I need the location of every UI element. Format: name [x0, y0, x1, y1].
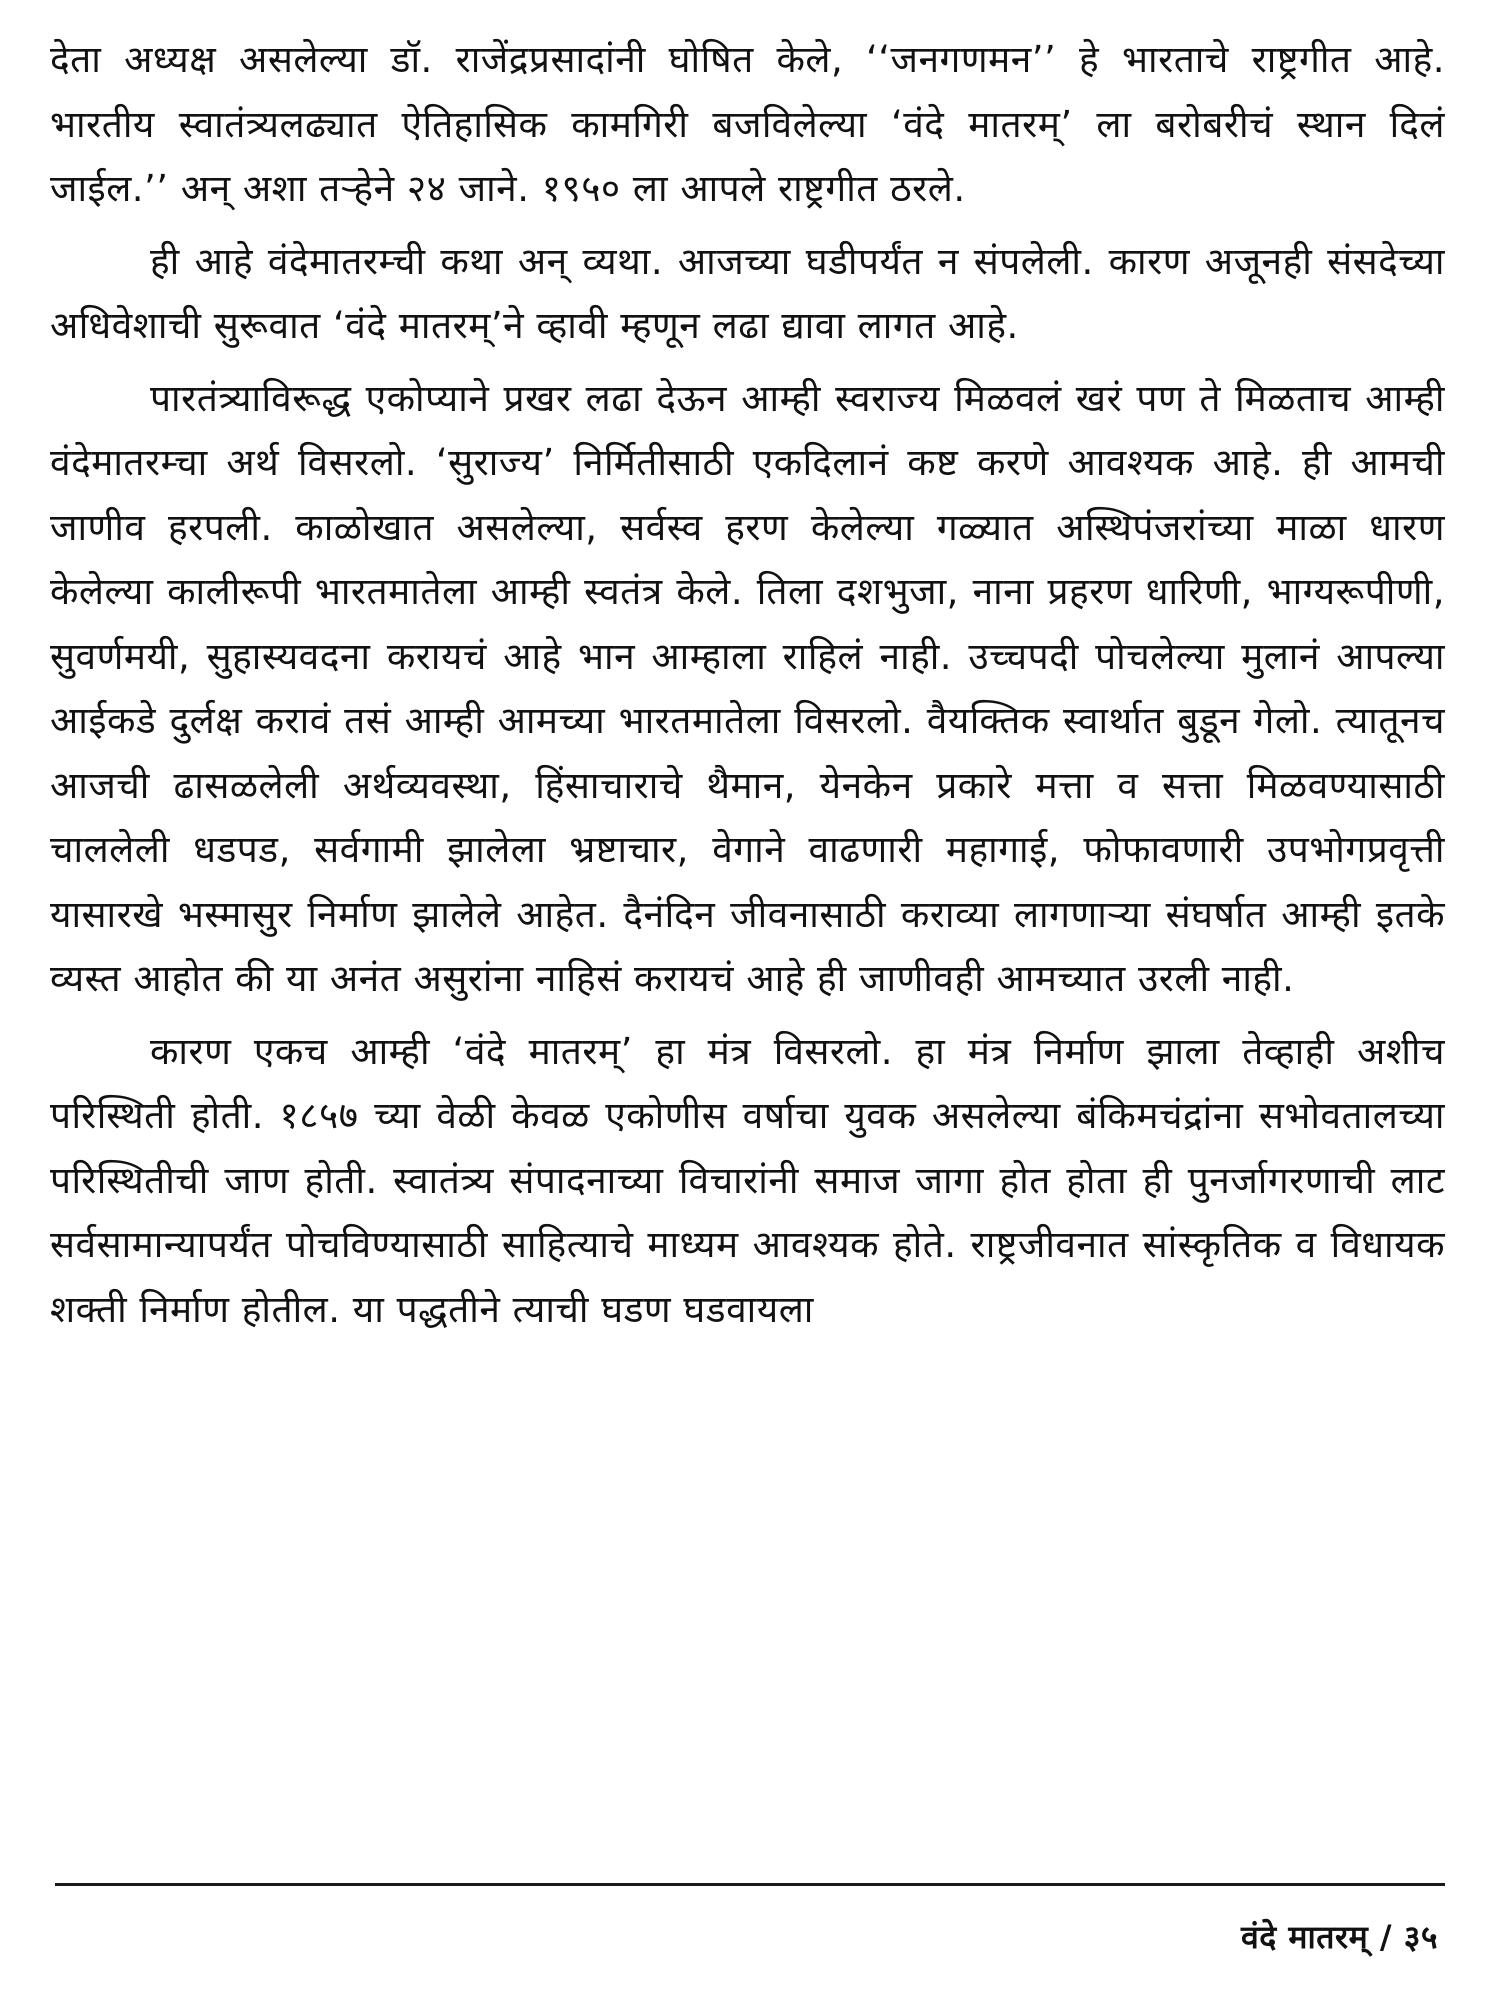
paragraph-1: देता अध्यक्ष असलेल्या डॉ. राजेंद्रप्रसादांनी घोषित केले, ‘‘जनगणमन’’ हे भारताचे राष्ट्रगीत आहे. भारतीय स्वातंत्र्यलढ्यात ऐतिहासिक कामगिरी बजविलेल्या ‘वंदे मातरम्’ ला बरोबरीचं स्थान दिलं जाईल.’’ अन् अशा तऱ्हेने २४ जाने. १९५० ला आपले राष्ट्रगीत ठरले. — [50, 38, 1445, 210]
paragraph-3: पारतंत्र्याविरूद्ध एकोप्याने प्रखर लढा देऊन आम्ही स्वराज्य मिळवलं खरं पण ते मिळताच आम्ही वंदेमातरम्चा अर्थ विसरलो. ‘सुराज्य’ निर्मितीसाठी एकदिलानं कष्ट करणे आवश्यक आहे. ही आमची जाणीव हरपली. काळोखात असलेल्या, सर्वस्व हरण केलेल्या गळ्यात अस्थिपंजरांच्या माळा धारण केलेल्या कालीरूपी भारतमातेला आम्ही स्वतंत्र केले. तिला दशभुजा, नाना प्रहरण धारिणी, भाग्यरूपीणी, सुवर्णमयी, सुहास्यवदना करायचं आहे भान आम्हाला राहिलं नाही. उच्चपदी पोचलेल्या मुलानं आपल्या आईकडे दुर्लक्ष करावं तसं आम्ही आमच्या भारतमातेला विसरलो. वैयक्तिक स्वार्थात बुडून गेलो. त्यातूनच आजची ढासळलेली अर्थव्यवस्था, हिंसाचाराचे थैमान, येनकेन प्रकारे मत्ता व सत्ता मिळवण्यासाठी चाललेली धडपड, सर्वगामी झालेला भ्रष्टाचार, वेगाने वाढणारी महागाई, फोफावणारी उपभोगप्रवृत्ती यासारखे भस्मासुर निर्माण झालेले आहेत. दैनंदिन जीवनासाठी कराव्या लागणाऱ्या संघर्षात आम्ही इतके व्यस्त आहोत की या अनंत असुरांना नाहिसं करायचं आहे ही जाणीवही आमच्यात उरली नाही. — [50, 376, 1445, 1000]
paragraph-gap — [50, 222, 1445, 230]
paragraph-gap — [50, 359, 1445, 367]
paragraph-gap — [50, 1012, 1445, 1020]
paragraph-2: ही आहे वंदेमातरम्ची कथा अन् व्यथा. आजच्या घडीपर्यंत न संपलेली. कारण अजूनही संसदेच्या अधिवेशाची सुरूवात ‘वंदे मातरम्’ने व्हावी म्हणून लढा द्यावा लागत आहे. — [50, 239, 1445, 347]
running-footer: वंदे मातरम् / ३५ — [1240, 1918, 1438, 1956]
page-body — [50, 28, 1445, 1342]
footer-divider — [55, 1883, 1445, 1886]
paragraph-4: कारण एकच आम्ही ‘वंदे मातरम्’ हा मंत्र विसरलो. हा मंत्र निर्माण झाला तेव्हाही अशीच परिस्थिती होती. १८५७ च्या वेळी केवळ एकोणीस वर्षाचा युवक असलेल्या बंकिमचंद्रांना सभोवतालच्या परिस्थितीची जाण होती. स्वातंत्र्य संपादनाच्या विचारांनी समाज जागा होत होता ही पुनर्जागरणाची लाट सर्वसामान्यापर्यंत पोचविण्यासाठी साहित्याचे माध्यम आवश्यक होते. राष्ट्रजीवनात सांस्कृतिक व विधायक शक्ती निर्माण होतील. या पद्धतीने त्याची घडण घडवायला — [50, 1029, 1445, 1331]
